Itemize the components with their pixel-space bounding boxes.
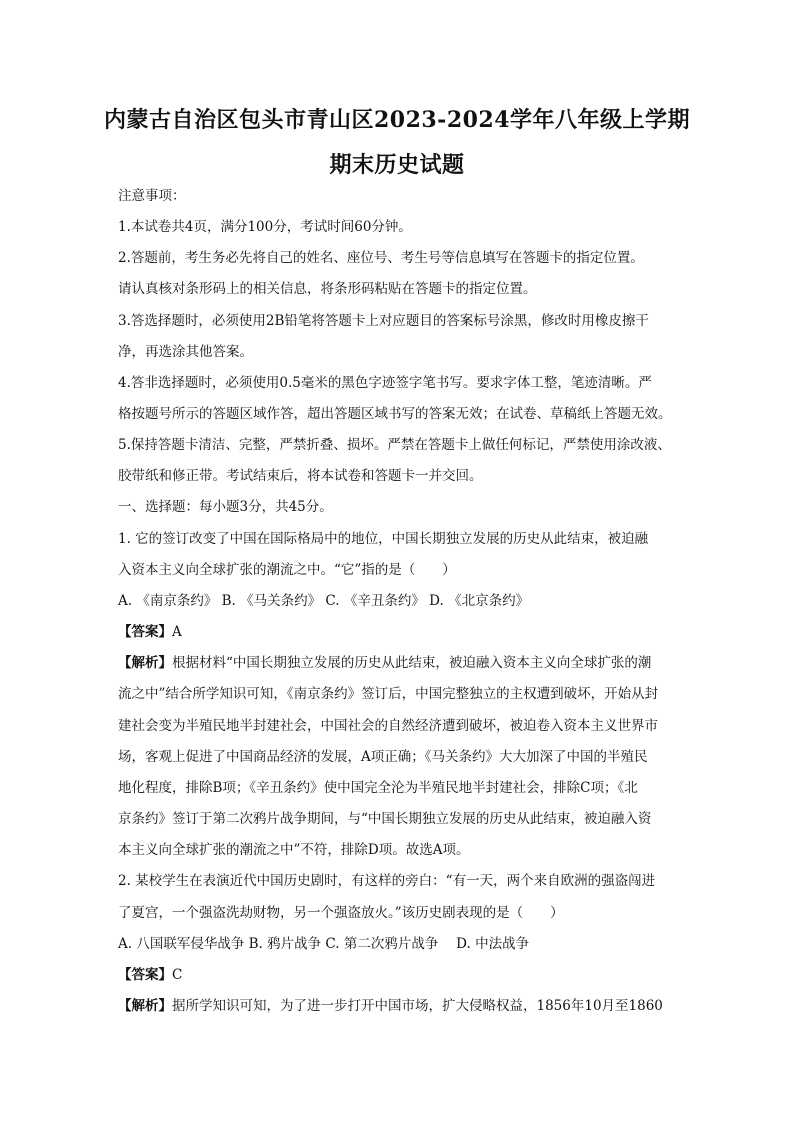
note-line: 净，再选涂其他答案。	[118, 344, 253, 360]
note-line: 格按题号所示的答题区域作答，超出答题区域书写的答案无效；在试卷、草稿纸上答题无效。	[118, 406, 672, 422]
note-line: 1.本试卷共4页，满分100分，考试时间60分钟。	[118, 219, 412, 235]
analysis-text: 场，客观上促进了中国商品经济的发展，A项正确；《马关条约》大大加深了中国的半殖民	[118, 749, 648, 765]
question-stem: 了夏宫，一个强盗洗劫财物，另一个强盗放火。”该历史剧表现的是（ ）	[118, 905, 564, 921]
document-title: 内蒙古自治区包头市青山区2023-2024学年八年级上学期	[103, 107, 691, 133]
document-subtitle: 期末历史试题	[329, 152, 465, 178]
analysis-text: 据所学知识可知，为了进一步打开中国市场，扩大侵略权益，1856年10月至1860	[172, 998, 663, 1014]
note-line: 胶带纸和修正带。考试结束后，将本试卷和答题卡一并交回。	[118, 468, 483, 484]
section-heading: 一、选择题：每小题3分，共45分。	[118, 499, 333, 515]
note-line: 4.答非选择题时，必须使用0.5毫米的黑色字迹签字笔书写。要求字体工整，笔迹清晰。严	[118, 375, 652, 391]
answer-line	[118, 965, 680, 985]
answer-label: 【答案】	[118, 967, 172, 983]
analysis-text: 流之中”结合所学知识可知，《南京条约》签订后，中国完整独立的主权遭到破坏，开始从封	[118, 686, 659, 702]
note-line: 请认真核对条形码上的相关信息，将条形码粘贴在答题卡的指定位置。	[118, 281, 537, 297]
analysis-text: 根据材料“中国长期独立发展的历史从此结束，被迫融入资本主义向全球扩张的潮	[172, 655, 652, 671]
analysis-label: 【解析】	[118, 998, 172, 1014]
answer-line	[118, 622, 680, 642]
analysis-line	[118, 653, 680, 673]
question-options: A. 八国联军侵华战争 B. 鸦片战争 C. 第二次鸦片战争 D. 中法战争	[118, 936, 530, 952]
analysis-label: 【解析】	[118, 655, 172, 671]
analysis-text: 地化程度，排除B项；《辛丑条约》使中国完全沦为半殖民地半封建社会，排除C项；《北	[118, 780, 638, 796]
analysis-text: 京条约》签订于第二次鸦片战争期间，与“中国长期独立发展的历史从此结束，被迫融入资	[118, 811, 652, 827]
analysis-text: 建社会变为半殖民地半封建社会，中国社会的自然经济遭到破坏，被迫卷入资本主义世界市	[118, 718, 658, 734]
note-line: 2.答题前，考生务必先将自己的姓名、座位号、考生号等信息填写在答题卡的指定位置。	[118, 250, 644, 266]
answer-value: A	[172, 624, 182, 640]
question-stem: 1. 它的签订改变了中国在国际格局中的地位，中国长期独立发展的历史从此结束，被迫融	[118, 531, 649, 547]
note-line: 3.答选择题时，必须使用2B铅笔将答题卡上对应题目的答案标号涂黑，修改时用橡皮擦干	[118, 313, 649, 329]
question-stem: 入资本主义向全球扩张的潮流之中。“它”指的是（ ）	[118, 562, 456, 578]
analysis-line	[118, 996, 680, 1016]
notes-heading: 注意事项：	[118, 188, 186, 204]
note-line: 5.保持答题卡清洁、完整，严禁折叠、损坏。严禁在答题卡上做任何标记，严禁使用涂改液、	[118, 437, 671, 453]
question-options: A. 《南京条约》 B. 《马关条约》 C. 《辛丑条约》 D. 《北京条约》	[118, 593, 530, 609]
question-stem: 2. 某校学生在表演近代中国历史剧时，有这样的旁白：“有一天，两个来自欧洲的强盗闯进	[118, 873, 656, 889]
analysis-text: 本主义向全球扩张的潮流之中”不符，排除D项。故选A项。	[118, 842, 470, 858]
answer-value: C	[172, 967, 183, 983]
answer-label: 【答案】	[118, 624, 172, 640]
